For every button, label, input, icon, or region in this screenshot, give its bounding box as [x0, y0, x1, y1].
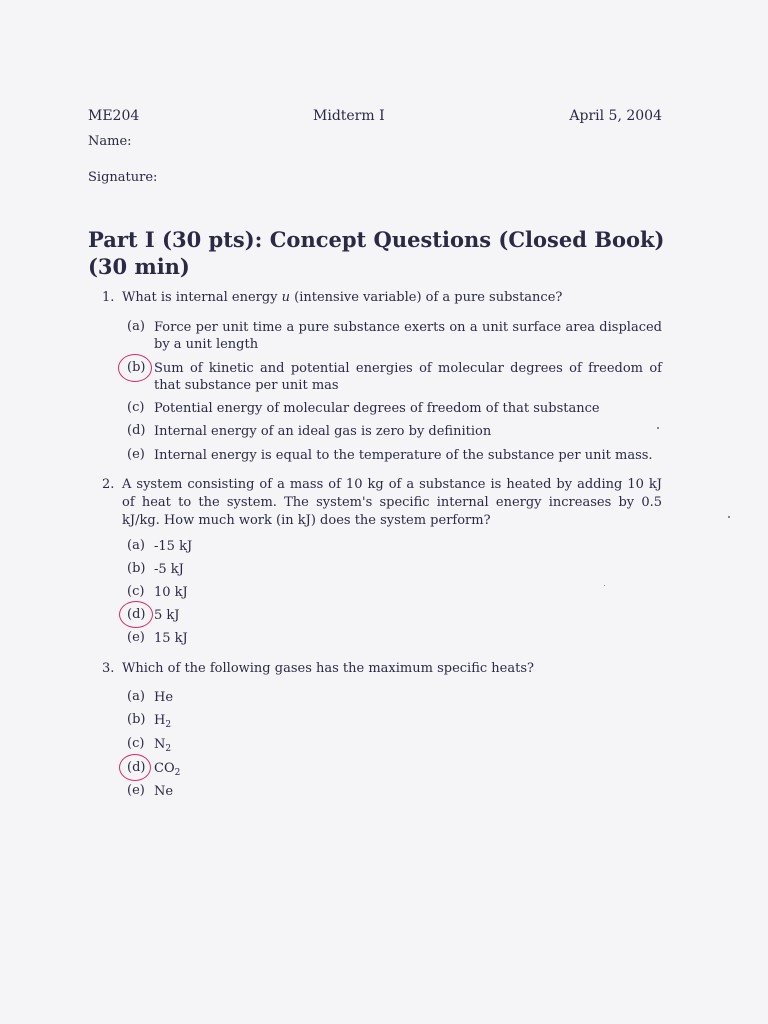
- scan-speck: [657, 427, 659, 429]
- option-label: (d): [127, 607, 146, 622]
- name-label: Name:: [88, 134, 132, 149]
- option-text: 15 kJ: [154, 631, 188, 646]
- exam-date: April 5, 2004: [569, 108, 662, 124]
- option-label: (b): [127, 712, 146, 727]
- formula-subscript: 2: [165, 744, 172, 754]
- option-label: (e): [127, 630, 145, 645]
- option-label: (a): [127, 319, 145, 334]
- option-label: (d): [127, 760, 146, 775]
- question-text: [122, 289, 662, 307]
- option-label: (b): [127, 360, 146, 375]
- scan-speck: [604, 585, 605, 586]
- formula-subscript: 2: [174, 768, 181, 778]
- course-code: ME204: [88, 108, 140, 124]
- option-label: (c): [127, 584, 145, 599]
- exam-title: Midterm I: [313, 108, 385, 124]
- question-number: 1.: [102, 290, 115, 305]
- signature-label: Signature:: [88, 170, 158, 185]
- option-text: Potential energy of molecular degrees of freedom of that substance: [154, 401, 600, 416]
- option-text: [154, 736, 662, 758]
- option-text: [154, 760, 662, 782]
- option-text: Sum of kinetic and potential energies of molecular degrees of freedom of that substance per unit mas: [154, 361, 662, 393]
- formula-base: CO: [154, 761, 175, 776]
- option-label: (a): [127, 538, 145, 553]
- question-number: 3.: [102, 661, 115, 676]
- option-text: -15 kJ: [154, 539, 193, 554]
- formula-subscript: 2: [165, 720, 172, 730]
- option-text: Ne: [154, 784, 174, 799]
- option-label: (e): [127, 783, 145, 798]
- option-text: He: [154, 690, 174, 705]
- option-label: (b): [127, 561, 146, 576]
- option-text: 5 kJ: [154, 608, 180, 623]
- option-label: (a): [127, 689, 145, 704]
- question-text: A system consisting of a mass of 10 kg of a substance is heated by adding 10 kJ of heat to the system. The system's specific internal energy increases by 0.5 kJ/kg. How much work (in kJ) does the system perform?: [122, 477, 662, 528]
- option-label: (e): [127, 447, 145, 462]
- question-text-post: (intensive variable) of a pure substance?: [290, 290, 563, 305]
- option-text: Force per unit time a pure substance exerts on a unit surface area displaced by a unit length: [154, 320, 662, 352]
- option-label: (c): [127, 736, 145, 751]
- question-number: 2.: [102, 477, 115, 492]
- option-text: [154, 712, 662, 734]
- question-variable: u: [281, 290, 291, 305]
- option-text: Internal energy of an ideal gas is zero by definition: [154, 424, 492, 439]
- scan-speck: [728, 516, 730, 518]
- exam-header: [88, 108, 662, 128]
- question-text-pre: What is internal energy: [122, 290, 282, 305]
- part-title: Part I (30 pts): Concept Questions (Closed Book) (30 min): [88, 227, 665, 279]
- option-text: Internal energy is equal to the temperature of the substance per unit mass.: [154, 448, 653, 463]
- formula-base: H: [154, 713, 166, 728]
- option-label: (c): [127, 400, 145, 415]
- formula-base: N: [154, 737, 166, 752]
- option-label: (d): [127, 423, 146, 438]
- option-text: 10 kJ: [154, 585, 188, 600]
- question-text: Which of the following gases has the maximum specific heats?: [122, 661, 534, 676]
- option-text: -5 kJ: [154, 562, 184, 577]
